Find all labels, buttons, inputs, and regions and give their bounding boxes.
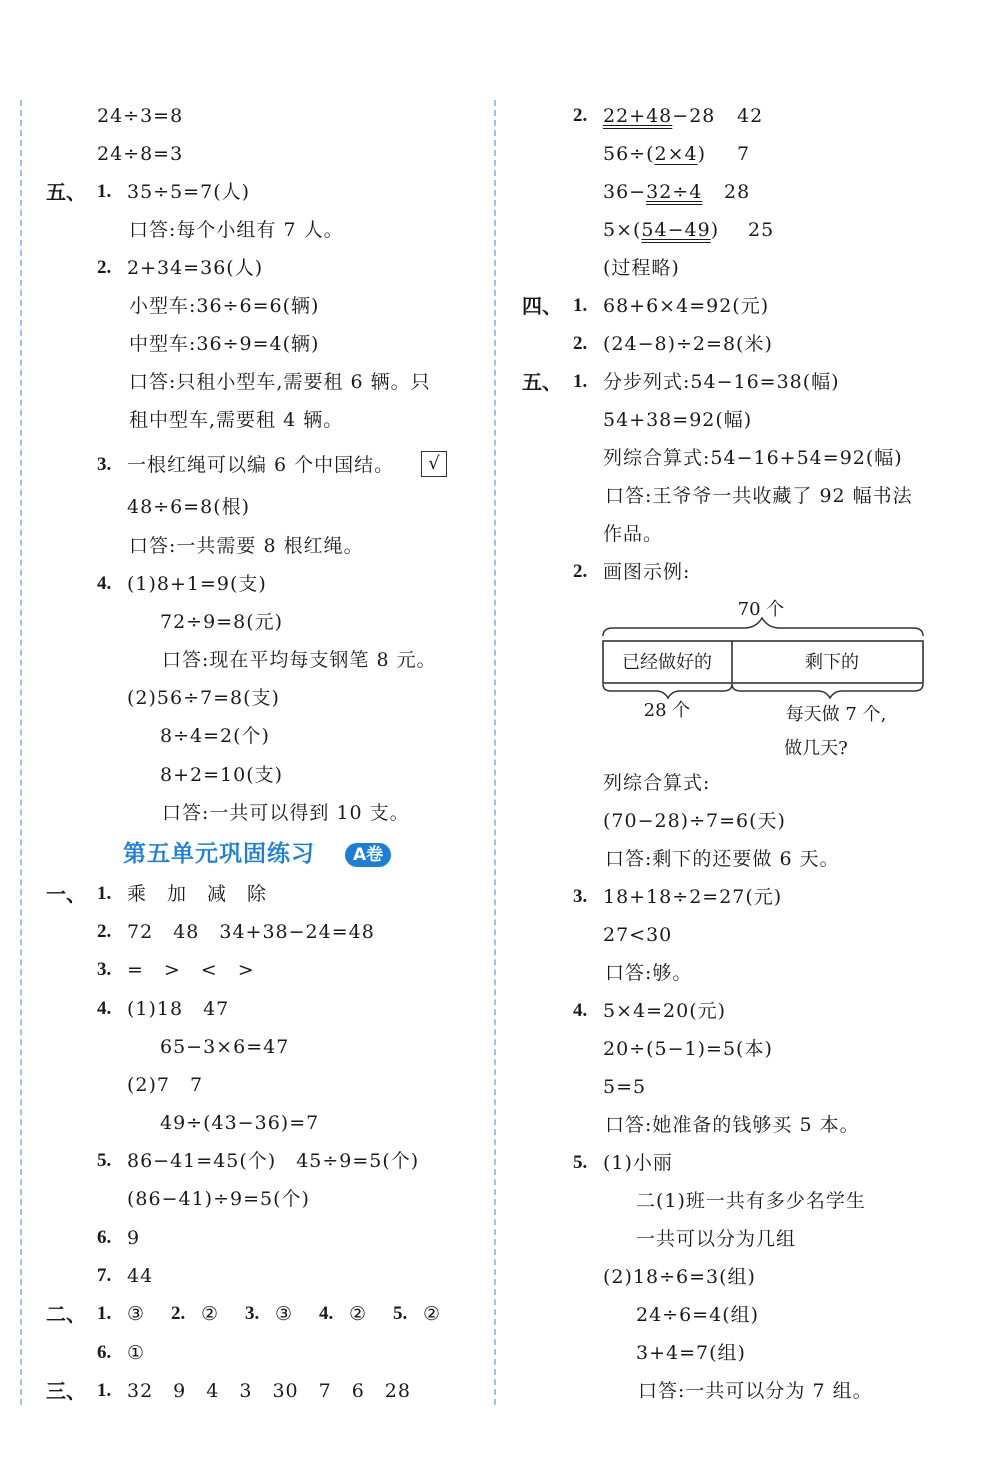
expr-part: −28	[672, 105, 716, 127]
text-line	[603, 218, 719, 242]
text-line: 口答:剩下的还要做 6 天。	[605, 848, 840, 870]
text-line: 54+38=92(幅)	[603, 409, 753, 431]
text-line: 租中型车,需要租 4 辆。	[129, 409, 344, 431]
text-line: 口答:一共需要 8 根红绳。	[129, 535, 364, 557]
text-line: 画图示例:	[603, 561, 691, 583]
expr-part: 5×(	[603, 219, 642, 241]
expr-part: 36−	[603, 181, 647, 203]
question-label: 做几天?	[784, 738, 848, 759]
text-line: 一共可以分为几组	[636, 1228, 797, 1250]
text-line: 72÷9=8(元)	[160, 611, 284, 633]
question-number: 1.	[97, 1303, 112, 1324]
rate-label: 每天做 7 个,	[785, 704, 887, 725]
text-line: 32 9 4 3 30 7 6 28	[127, 1380, 411, 1402]
text-line: 24÷3=8	[97, 105, 184, 127]
text-line: = > < >	[127, 959, 255, 981]
box-right-label: 剩下的	[805, 652, 859, 673]
text-line: 作品。	[603, 523, 664, 545]
question-number: 1.	[573, 295, 588, 316]
column-divider	[494, 100, 496, 1405]
text-line: 9	[127, 1227, 141, 1249]
top-brace	[603, 618, 923, 636]
question-number: 2.	[573, 105, 588, 126]
answer-choice: ②	[423, 1303, 442, 1325]
text-line: 列综合算式:	[603, 772, 711, 794]
question-number: 2.	[171, 1303, 186, 1324]
text-line: 3+4=7(组)	[636, 1342, 746, 1364]
section-label-two: 二、	[46, 1302, 86, 1326]
answer-value: 25	[748, 219, 775, 241]
question-number: 2.	[573, 333, 588, 354]
underlined-expr: 22+48	[603, 105, 673, 127]
text-line	[603, 180, 702, 204]
question-number: 4.	[573, 1000, 588, 1021]
question-number: 3.	[97, 959, 112, 980]
answer-choice: ③	[127, 1303, 146, 1325]
answer-value: 42	[737, 105, 764, 127]
question-number: 4.	[97, 573, 112, 594]
question-number: 5.	[97, 1150, 112, 1171]
question-number: 1.	[97, 883, 112, 904]
question-number: 4.	[319, 1303, 334, 1324]
text-line: 44	[127, 1265, 154, 1287]
text-line: 68+6×4=92(元)	[603, 295, 770, 317]
box-left-label: 已经做好的	[622, 652, 712, 673]
question-number: 2.	[97, 257, 112, 278]
text-line: 列综合算式:54−16+54=92(幅)	[603, 447, 903, 469]
question-number: 1.	[573, 371, 588, 392]
text-line: (1)18 47	[127, 998, 230, 1020]
text-line: (2)56÷7=8(支)	[127, 687, 280, 709]
text-line: 18+18÷2=27(元)	[603, 886, 783, 908]
text-line: 49÷(43−36)=7	[160, 1112, 320, 1134]
section-label-three: 三、	[46, 1379, 86, 1403]
text-line: 24÷6=4(组)	[636, 1304, 760, 1326]
unit-title: 第五单元巩固练习	[123, 841, 315, 867]
answer-value: 28	[724, 181, 751, 203]
question-number: 2.	[573, 561, 588, 582]
question-number: 1.	[97, 1380, 112, 1401]
left-margin-rule	[20, 100, 22, 1405]
text-line: 一根红绳可以编 6 个中国结。	[127, 454, 395, 476]
expr-part: )	[697, 143, 707, 165]
text-line: (24−8)÷2=8(米)	[603, 333, 773, 355]
text-line: 65−3×6=47	[160, 1036, 290, 1058]
text-line: 口答:她准备的钱够买 5 本。	[605, 1114, 860, 1136]
bottom-left-brace	[603, 684, 732, 698]
section-label-one: 一、	[46, 882, 86, 906]
question-number: 3.	[245, 1303, 260, 1324]
text-line: 口答:一共可以分为 7 组。	[638, 1380, 873, 1402]
text-line: 分步列式:54−16=38(幅)	[603, 371, 840, 393]
text-line: (1)8+1=9(支)	[127, 573, 267, 595]
question-number: 5.	[573, 1152, 588, 1173]
underlined-expr: 2×4	[654, 143, 698, 165]
text-line: 乘 加 减 除	[127, 883, 268, 905]
text-line: 小型车:36÷6=6(辆)	[129, 295, 320, 317]
answer-choice: ①	[127, 1342, 146, 1364]
section-label-five: 五、	[46, 180, 86, 204]
text-line: 2+34=36(人)	[127, 257, 264, 279]
question-number: 6.	[97, 1342, 112, 1363]
underlined-expr: 32÷4	[646, 181, 703, 203]
bottom-right-brace	[732, 684, 923, 698]
text-line: 口答:只租小型车,需要租 6 辆。只	[129, 371, 431, 393]
segment-diagram	[596, 590, 932, 766]
question-number: 4.	[97, 998, 112, 1019]
text-line: 72 48 34+38−24=48	[127, 921, 375, 943]
question-number: 2.	[97, 921, 112, 942]
question-number: 6.	[97, 1227, 112, 1248]
question-number: 5.	[393, 1303, 408, 1324]
text-line: (86−41)÷9=5(个)	[127, 1188, 310, 1210]
text-line: (2)18÷6=3(组)	[603, 1266, 756, 1288]
text-line: 口答:一共可以得到 10 支。	[162, 802, 410, 824]
text-line: 口答:每个小组有 7 人。	[129, 219, 344, 241]
text-line: 二(1)班一共有多少名学生	[636, 1190, 866, 1212]
text-line: 口答:够。	[605, 962, 693, 984]
text-line: 5×4=20(元)	[603, 1000, 727, 1022]
text-line: 8÷4=2(个)	[160, 725, 270, 747]
text-line	[603, 142, 706, 166]
expr-part: )	[710, 219, 720, 241]
total-label: 70 个	[737, 599, 785, 620]
answer-choice: ③	[275, 1303, 294, 1325]
text-line: 5=5	[603, 1076, 647, 1098]
text-line: (70−28)÷7=6(天)	[603, 810, 786, 832]
text-line: (过程略)	[603, 257, 680, 279]
section-label-four: 四、	[522, 294, 562, 318]
text-line: 24÷8=3	[97, 143, 184, 165]
text-line: (1)小丽	[603, 1152, 673, 1174]
text-line: 48÷6=8(根)	[127, 496, 251, 518]
answer-choice: ②	[349, 1303, 368, 1325]
text-line: 35÷5=7(人)	[127, 181, 251, 203]
text-line: 27<30	[603, 924, 673, 946]
question-number: 1.	[97, 181, 112, 202]
answer-choice: ②	[201, 1303, 220, 1325]
question-number: 3.	[573, 886, 588, 907]
answer-value: 7	[737, 143, 751, 165]
text-line: 中型车:36÷9=4(辆)	[129, 333, 320, 355]
text-line	[603, 104, 715, 128]
check-mark-icon: √	[421, 451, 447, 477]
section-label-five-right: 五、	[522, 370, 562, 394]
underlined-expr: 54−49	[641, 219, 711, 241]
expr-part: 56÷(	[603, 143, 655, 165]
known-part-label: 28 个	[643, 700, 691, 721]
question-number: 7.	[97, 1265, 112, 1286]
text-line: 口答:王爷爷一共收藏了 92 幅书法	[605, 485, 913, 507]
a-volume-badge: A卷	[345, 843, 391, 867]
text-line: 口答:现在平均每支钢笔 8 元。	[162, 649, 437, 671]
text-line: 20÷(5−1)=5(本)	[603, 1038, 773, 1060]
text-line: 86−41=45(个) 45÷9=5(个)	[127, 1150, 420, 1172]
question-number: 3.	[97, 454, 112, 475]
text-line: 8+2=10(支)	[160, 764, 284, 786]
text-line: (2)7 7	[127, 1074, 204, 1096]
